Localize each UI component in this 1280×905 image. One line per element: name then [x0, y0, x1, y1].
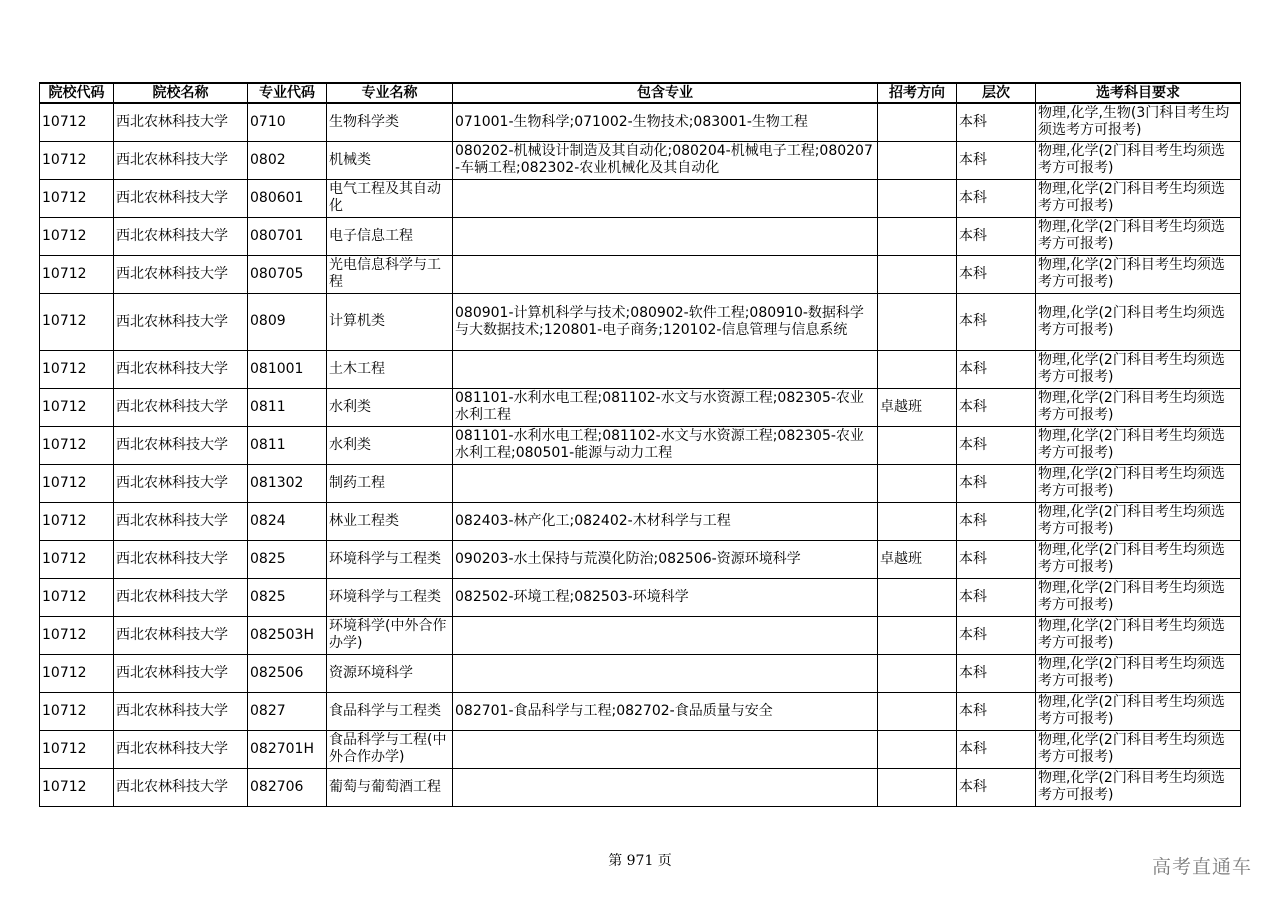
cell-major-name: 食品科学与工程类	[327, 692, 453, 730]
cell-school-name: 西北农林科技大学	[114, 464, 248, 502]
admission-table	[39, 82, 1241, 807]
cell-school-name: 西北农林科技大学	[114, 768, 248, 806]
cell-school-code: 10712	[40, 293, 114, 350]
cell-subject-requirement: 物理,化学(2门科目考生均须选考方可报考)	[1036, 768, 1241, 806]
cell-included-majors	[453, 464, 878, 502]
cell-major-name: 林业工程类	[327, 502, 453, 540]
cell-school-code: 10712	[40, 578, 114, 616]
cell-subject-requirement: 物理,化学(2门科目考生均须选考方可报考)	[1036, 540, 1241, 578]
cell-subject-requirement: 物理,化学(2门科目考生均须选考方可报考)	[1036, 692, 1241, 730]
cell-subject-requirement: 物理,化学(2门科目考生均须选考方可报考)	[1036, 502, 1241, 540]
table-row	[40, 616, 1241, 654]
watermark-text: 高考直通车	[1151, 856, 1252, 878]
cell-school-code: 10712	[40, 692, 114, 730]
cell-major-name: 环境科学与工程类	[327, 540, 453, 578]
table-row	[40, 103, 1241, 141]
cell-included-majors: 081101-水利水电工程;081102-水文与水资源工程;082305-农业水利工程	[453, 388, 878, 426]
cell-level: 本科	[957, 654, 1036, 692]
cell-subject-requirement: 物理,化学(2门科目考生均须选考方可报考)	[1036, 141, 1241, 179]
cell-level: 本科	[957, 502, 1036, 540]
table-row	[40, 578, 1241, 616]
cell-school-name: 西北农林科技大学	[114, 540, 248, 578]
header-school-name: 院校名称	[114, 83, 248, 103]
cell-level: 本科	[957, 350, 1036, 388]
table-row	[40, 350, 1241, 388]
cell-major-name: 食品科学与工程(中外合作办学)	[327, 730, 453, 768]
cell-included-majors	[453, 217, 878, 255]
admission-table-container	[39, 82, 1240, 807]
table-row	[40, 730, 1241, 768]
cell-subject-requirement: 物理,化学(2门科目考生均须选考方可报考)	[1036, 179, 1241, 217]
cell-level: 本科	[957, 141, 1036, 179]
table-row	[40, 768, 1241, 806]
header-major-code: 专业代码	[248, 83, 327, 103]
cell-direction	[878, 616, 957, 654]
cell-major-code: 080601	[248, 179, 327, 217]
cell-major-code: 082706	[248, 768, 327, 806]
cell-major-name: 电子信息工程	[327, 217, 453, 255]
cell-level: 本科	[957, 692, 1036, 730]
cell-direction	[878, 217, 957, 255]
cell-major-code: 082701H	[248, 730, 327, 768]
cell-included-majors	[453, 616, 878, 654]
cell-direction	[878, 692, 957, 730]
header-included-majors: 包含专业	[453, 83, 878, 103]
cell-major-name: 水利类	[327, 426, 453, 464]
cell-included-majors	[453, 730, 878, 768]
cell-major-code: 082506	[248, 654, 327, 692]
cell-direction	[878, 141, 957, 179]
cell-included-majors: 082502-环境工程;082503-环境科学	[453, 578, 878, 616]
cell-major-name: 光电信息科学与工程	[327, 255, 453, 293]
table-row	[40, 540, 1241, 578]
cell-school-name: 西北农林科技大学	[114, 502, 248, 540]
cell-major-name: 机械类	[327, 141, 453, 179]
cell-major-name: 葡萄与葡萄酒工程	[327, 768, 453, 806]
cell-major-code: 0824	[248, 502, 327, 540]
cell-school-name: 西北农林科技大学	[114, 578, 248, 616]
cell-direction	[878, 103, 957, 141]
cell-school-code: 10712	[40, 654, 114, 692]
cell-included-majors: 082403-林产化工;082402-木材科学与工程	[453, 502, 878, 540]
cell-level: 本科	[957, 578, 1036, 616]
cell-direction	[878, 350, 957, 388]
table-row	[40, 426, 1241, 464]
cell-school-name: 西北农林科技大学	[114, 141, 248, 179]
table-row	[40, 141, 1241, 179]
cell-major-name: 环境科学(中外合作办学)	[327, 616, 453, 654]
table-row	[40, 388, 1241, 426]
cell-school-name: 西北农林科技大学	[114, 426, 248, 464]
cell-subject-requirement: 物理,化学(2门科目考生均须选考方可报考)	[1036, 255, 1241, 293]
cell-major-name: 环境科学与工程类	[327, 578, 453, 616]
cell-subject-requirement: 物理,化学(2门科目考生均须选考方可报考)	[1036, 217, 1241, 255]
header-subject-requirement: 选考科目要求	[1036, 83, 1241, 103]
cell-school-code: 10712	[40, 103, 114, 141]
table-row	[40, 654, 1241, 692]
cell-subject-requirement: 物理,化学(2门科目考生均须选考方可报考)	[1036, 388, 1241, 426]
cell-level: 本科	[957, 730, 1036, 768]
table-row	[40, 179, 1241, 217]
table-row	[40, 502, 1241, 540]
cell-school-code: 10712	[40, 540, 114, 578]
cell-level: 本科	[957, 426, 1036, 464]
cell-subject-requirement: 物理,化学(2门科目考生均须选考方可报考)	[1036, 730, 1241, 768]
cell-included-majors: 071001-生物科学;071002-生物技术;083001-生物工程	[453, 103, 878, 141]
cell-school-code: 10712	[40, 217, 114, 255]
cell-school-code: 10712	[40, 616, 114, 654]
cell-school-name: 西北农林科技大学	[114, 730, 248, 768]
cell-direction: 卓越班	[878, 540, 957, 578]
cell-major-code: 0825	[248, 578, 327, 616]
cell-major-code: 080701	[248, 217, 327, 255]
cell-school-code: 10712	[40, 502, 114, 540]
cell-major-name: 电气工程及其自动化	[327, 179, 453, 217]
cell-direction	[878, 426, 957, 464]
cell-direction: 卓越班	[878, 388, 957, 426]
cell-school-name: 西北农林科技大学	[114, 654, 248, 692]
cell-school-code: 10712	[40, 350, 114, 388]
table-header-row	[40, 83, 1241, 103]
cell-subject-requirement: 物理,化学(2门科目考生均须选考方可报考)	[1036, 350, 1241, 388]
header-major-name: 专业名称	[327, 83, 453, 103]
cell-included-majors: 081101-水利水电工程;081102-水文与水资源工程;082305-农业水利工程;080501-能源与动力工程	[453, 426, 878, 464]
cell-included-majors	[453, 255, 878, 293]
table-row	[40, 217, 1241, 255]
cell-level: 本科	[957, 464, 1036, 502]
cell-level: 本科	[957, 293, 1036, 350]
header-school-code: 院校代码	[40, 83, 114, 103]
cell-school-name: 西北农林科技大学	[114, 103, 248, 141]
table-row	[40, 255, 1241, 293]
cell-direction	[878, 502, 957, 540]
cell-direction	[878, 464, 957, 502]
page-number: 第 971 页	[608, 853, 672, 869]
cell-major-name: 计算机类	[327, 293, 453, 350]
cell-direction	[878, 654, 957, 692]
cell-school-name: 西北农林科技大学	[114, 388, 248, 426]
cell-school-code: 10712	[40, 426, 114, 464]
cell-major-name: 水利类	[327, 388, 453, 426]
cell-school-name: 西北农林科技大学	[114, 616, 248, 654]
cell-major-code: 0825	[248, 540, 327, 578]
cell-school-name: 西北农林科技大学	[114, 350, 248, 388]
cell-level: 本科	[957, 540, 1036, 578]
cell-direction	[878, 255, 957, 293]
cell-major-code: 0809	[248, 293, 327, 350]
cell-major-code: 082503H	[248, 616, 327, 654]
cell-school-code: 10712	[40, 141, 114, 179]
cell-included-majors	[453, 654, 878, 692]
cell-subject-requirement: 物理,化学(2门科目考生均须选考方可报考)	[1036, 464, 1241, 502]
table-row	[40, 464, 1241, 502]
cell-included-majors	[453, 768, 878, 806]
cell-school-name: 西北农林科技大学	[114, 217, 248, 255]
cell-subject-requirement: 物理,化学(2门科目考生均须选考方可报考)	[1036, 578, 1241, 616]
cell-included-majors: 090203-水土保持与荒漠化防治;082506-资源环境科学	[453, 540, 878, 578]
cell-school-name: 西北农林科技大学	[114, 179, 248, 217]
cell-subject-requirement: 物理,化学(2门科目考生均须选考方可报考)	[1036, 426, 1241, 464]
cell-direction	[878, 578, 957, 616]
cell-direction	[878, 768, 957, 806]
table-row	[40, 692, 1241, 730]
cell-school-code: 10712	[40, 255, 114, 293]
cell-school-code: 10712	[40, 768, 114, 806]
cell-major-code: 0811	[248, 388, 327, 426]
cell-level: 本科	[957, 217, 1036, 255]
cell-major-code: 0811	[248, 426, 327, 464]
cell-level: 本科	[957, 255, 1036, 293]
cell-major-code: 081001	[248, 350, 327, 388]
cell-level: 本科	[957, 768, 1036, 806]
cell-direction	[878, 179, 957, 217]
cell-school-code: 10712	[40, 464, 114, 502]
cell-major-name: 土木工程	[327, 350, 453, 388]
cell-included-majors	[453, 350, 878, 388]
cell-level: 本科	[957, 103, 1036, 141]
cell-subject-requirement: 物理,化学(2门科目考生均须选考方可报考)	[1036, 293, 1241, 350]
cell-school-name: 西北农林科技大学	[114, 255, 248, 293]
cell-school-code: 10712	[40, 179, 114, 217]
cell-major-code: 0710	[248, 103, 327, 141]
cell-school-code: 10712	[40, 388, 114, 426]
cell-school-code: 10712	[40, 730, 114, 768]
cell-school-name: 西北农林科技大学	[114, 692, 248, 730]
cell-major-code: 0802	[248, 141, 327, 179]
cell-included-majors	[453, 179, 878, 217]
cell-major-name: 制药工程	[327, 464, 453, 502]
cell-major-code: 0827	[248, 692, 327, 730]
cell-included-majors: 080202-机械设计制造及其自动化;080204-机械电子工程;080207-车辆工程;082302-农业机械化及其自动化	[453, 141, 878, 179]
cell-major-code: 081302	[248, 464, 327, 502]
cell-major-name: 生物科学类	[327, 103, 453, 141]
cell-major-code: 080705	[248, 255, 327, 293]
cell-included-majors: 080901-计算机科学与技术;080902-软件工程;080910-数据科学与大数据技术;120801-电子商务;120102-信息管理与信息系统	[453, 293, 878, 350]
header-direction: 招考方向	[878, 83, 957, 103]
cell-level: 本科	[957, 616, 1036, 654]
cell-subject-requirement: 物理,化学(2门科目考生均须选考方可报考)	[1036, 654, 1241, 692]
table-body	[40, 103, 1241, 806]
cell-major-name: 资源环境科学	[327, 654, 453, 692]
cell-subject-requirement: 物理,化学(2门科目考生均须选考方可报考)	[1036, 616, 1241, 654]
cell-level: 本科	[957, 179, 1036, 217]
header-level: 层次	[957, 83, 1036, 103]
cell-school-name: 西北农林科技大学	[114, 293, 248, 350]
cell-direction	[878, 293, 957, 350]
table-row	[40, 293, 1241, 350]
cell-level: 本科	[957, 388, 1036, 426]
cell-direction	[878, 730, 957, 768]
cell-subject-requirement: 物理,化学,生物(3门科目考生均须选考方可报考)	[1036, 103, 1241, 141]
cell-included-majors: 082701-食品科学与工程;082702-食品质量与安全	[453, 692, 878, 730]
